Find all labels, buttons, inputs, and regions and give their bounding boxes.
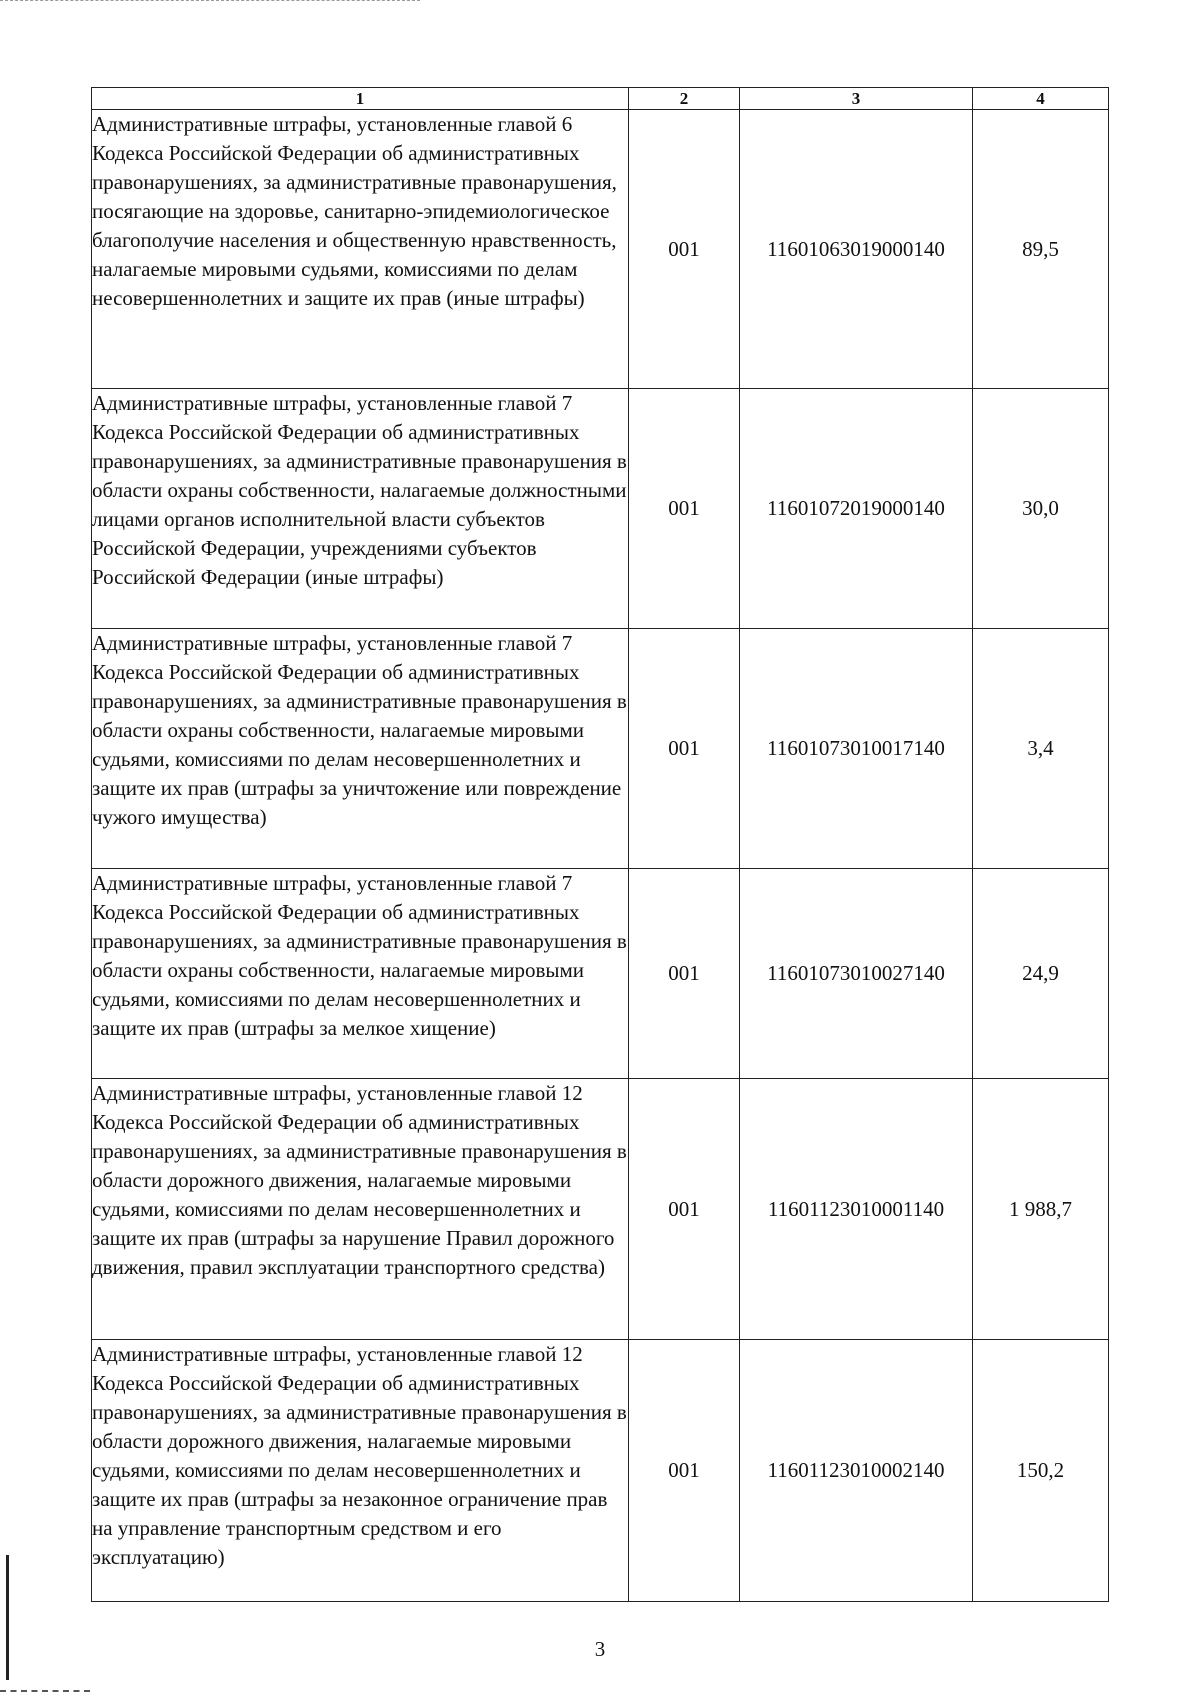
admin-code: 001 bbox=[629, 629, 740, 869]
fine-description: Административные штрафы, установленные главой 7 Кодекса Российской Федерации об административных правонарушениях, за административные правонарушения в области охраны собственности, налагаемые мировыми судьями, комиссиями по делам несовершеннолетних и защите их прав (штрафы за уничтожение или повреждение чужого имущества) bbox=[92, 629, 629, 869]
admin-code: 001 bbox=[629, 869, 740, 1079]
fine-description: Административные штрафы, установленные главой 7 Кодекса Российской Федерации об административных правонарушениях, за административные правонарушения в области охраны собственности, налагаемые должностными лицами органов исполнительной власти субъектов Российской Федерации, учреждениями субъектов Российской Федерации (иные штрафы) bbox=[92, 389, 629, 629]
scan-artifact-bottom-dash bbox=[0, 1690, 90, 1692]
fine-description: Административные штрафы, установленные главой 12 Кодекса Российской Федерации об административных правонарушениях, за административные правонарушения в области дорожного движения, налагаемые мировыми судьями, комиссиями по делам несовершеннолетних и защите их прав (штрафы за нарушение Правил дорожного движения, правил эксплуатации транспортного средства) bbox=[92, 1079, 629, 1340]
fines-revenue-table bbox=[91, 87, 1109, 1602]
table-row bbox=[92, 1340, 1109, 1602]
amount-value: 89,5 bbox=[973, 110, 1109, 389]
table-row bbox=[92, 1079, 1109, 1340]
fine-description: Административные штрафы, установленные главой 7 Кодекса Российской Федерации об административных правонарушениях, за административные правонарушения в области охраны собственности, налагаемые мировыми судьями, комиссиями по делам несовершеннолетних и защите их прав (штрафы за мелкое хищение) bbox=[92, 869, 629, 1079]
amount-value: 30,0 bbox=[973, 389, 1109, 629]
budget-classification-code: 11601073010027140 bbox=[740, 869, 973, 1079]
fine-description: Административные штрафы, установленные главой 6 Кодекса Российской Федерации об административных правонарушениях, за административные правонарушения, посягающие на здоровье, санитарно-эпидемиологическое благополучие населения и общественную нравственность, налагаемые мировыми судьями, комиссиями по делам несовершеннолетних и защите их прав (иные штрафы) bbox=[92, 110, 629, 389]
admin-code: 001 bbox=[629, 1340, 740, 1602]
admin-code: 001 bbox=[629, 389, 740, 629]
table-row bbox=[92, 869, 1109, 1079]
admin-code: 001 bbox=[629, 1079, 740, 1340]
admin-code: 001 bbox=[629, 110, 740, 389]
budget-classification-code: 11601123010001140 bbox=[740, 1079, 973, 1340]
column-header-4: 4 bbox=[973, 88, 1109, 110]
table-row bbox=[92, 629, 1109, 869]
fine-description: Административные штрафы, установленные главой 12 Кодекса Российской Федерации об административных правонарушениях, за административные правонарушения в области дорожного движения, налагаемые мировыми судьями, комиссиями по делам несовершеннолетних и защите их прав (штрафы за незаконное ограничение прав на управление транспортным средством и его эксплуатацию) bbox=[92, 1340, 629, 1602]
budget-classification-code: 11601123010002140 bbox=[740, 1340, 973, 1602]
amount-value: 3,4 bbox=[973, 629, 1109, 869]
column-header-1: 1 bbox=[92, 88, 629, 110]
budget-classification-code: 11601063019000140 bbox=[740, 110, 973, 389]
table-row bbox=[92, 389, 1109, 629]
column-header-3: 3 bbox=[740, 88, 973, 110]
scan-artifact-top-line bbox=[0, 0, 420, 1]
budget-classification-code: 11601073010017140 bbox=[740, 629, 973, 869]
amount-value: 1 988,7 bbox=[973, 1079, 1109, 1340]
table-row bbox=[92, 110, 1109, 389]
column-header-2: 2 bbox=[629, 88, 740, 110]
budget-classification-code: 11601072019000140 bbox=[740, 389, 973, 629]
column-number-header-row bbox=[92, 88, 1109, 110]
page-number: 3 bbox=[594, 1637, 606, 1661]
amount-value: 24,9 bbox=[973, 869, 1109, 1079]
amount-value: 150,2 bbox=[973, 1340, 1109, 1602]
